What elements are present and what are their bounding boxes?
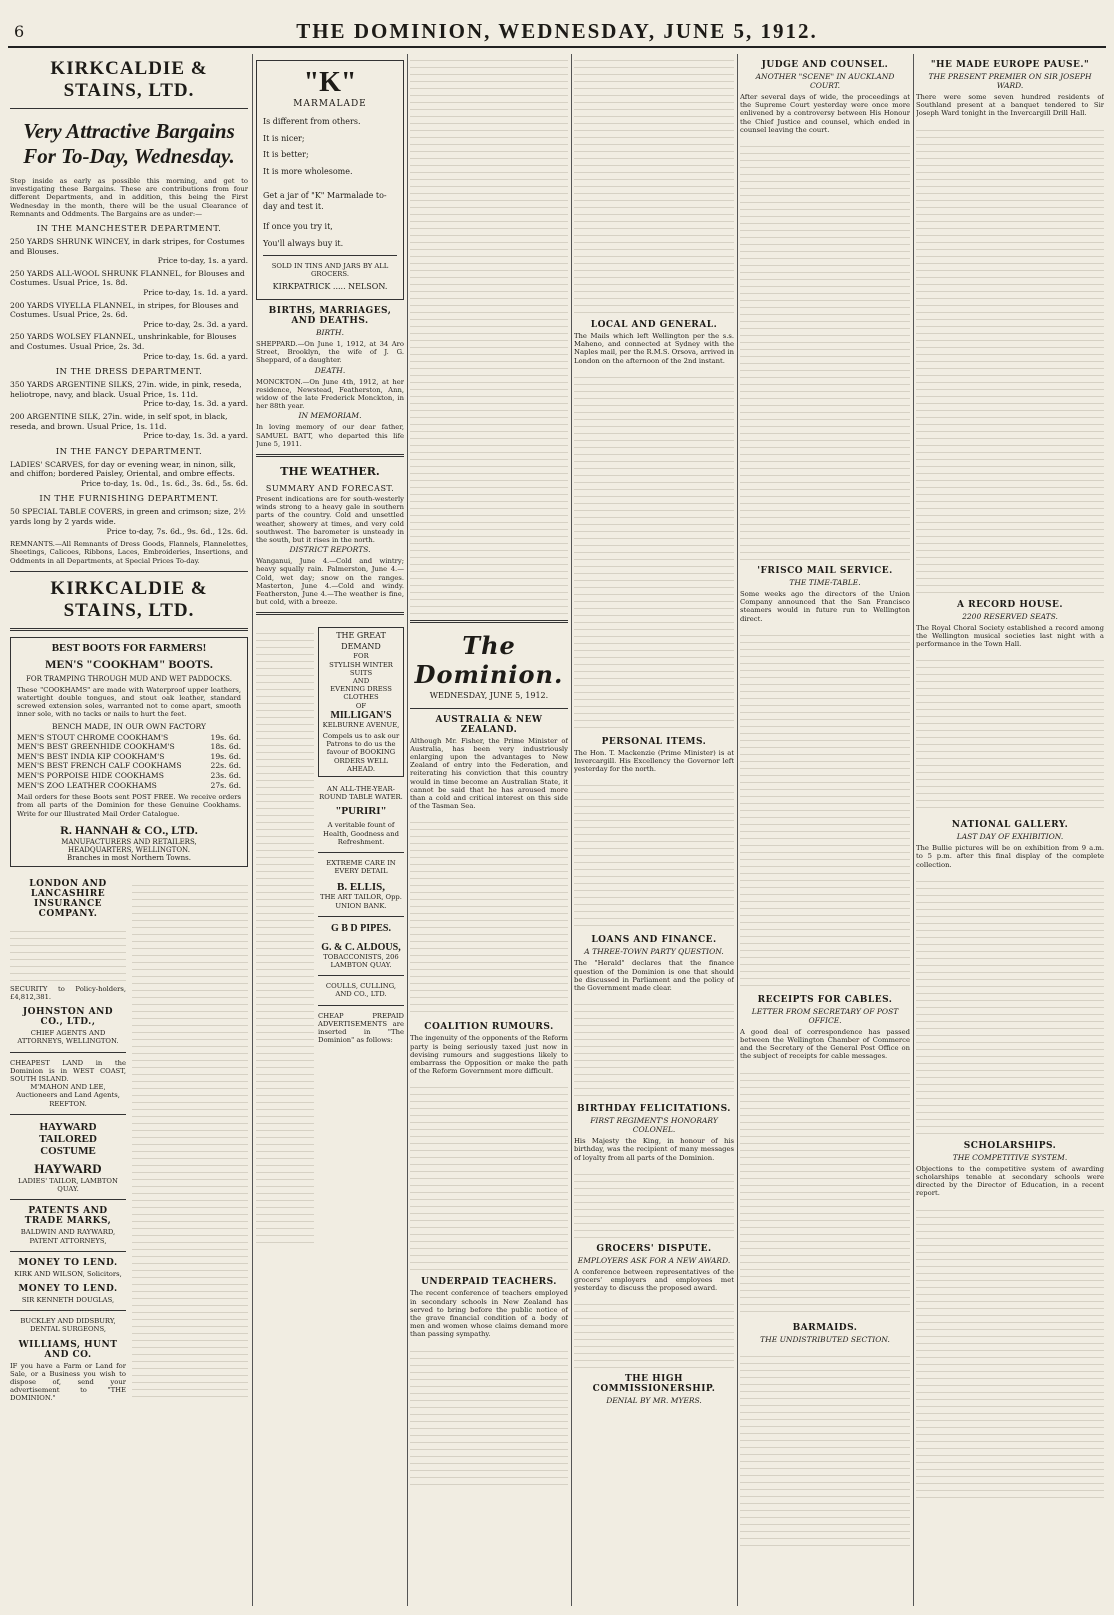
page-number: 6 [14,22,25,41]
column-news-3 [916,54,1104,1606]
birth-notice: SHEPPARD.—On June 1, 1912, at 34 Aro Street, Brooklyn, the wife of J. G. Sheppard, of a daughter. [256,339,404,365]
column-rule [252,54,253,1606]
boot-line: MEN'S PORPOISE HIDE COOKHAMS 23s. 6d. [17,771,241,781]
local-heading: LOCAL AND GENERAL. [590,320,718,330]
record-house-heading: A RECORD HOUSE. [956,599,1064,610]
hayward-sub: LADIES' TAILOR, LAMBTON QUAY. [18,1176,118,1194]
milligan-line: FOR [353,652,369,661]
kirkcaldie-headline: Very Attractive Bargains [23,119,235,143]
k-marmalade: MARMALADE [293,99,367,109]
loans-subheading: A THREE-TOWN PARTY QUESTION. [584,947,724,957]
column-rule [571,54,572,1606]
district-reports-heading: DISTRICT REPORTS. [289,545,371,555]
judge-subheading: ANOTHER "SCENE" IN AUCKLAND COURT. [755,72,895,90]
hicomm-heading: THE HIGH COMMISSIONERSHIP. [592,1374,716,1395]
judge-lead: After several days of wide, the proceedings at the Supreme Court yesterday were once more enlivened by a controversy between His Honour the Chief Justice and counsel, which ended in counsel leaving the court. [740,93,910,134]
barmaids-heading: BARMAIDS. [792,1322,858,1333]
gallery-heading: NATIONAL GALLERY. [951,820,1069,831]
milligan-note: Compels us to ask our Patrons to do us the favour of BOOKING ORDERS WELL AHEAD. [322,732,400,773]
k-line: Get a jar of "K" Marmalade to-day and test it. [263,191,387,211]
bargain-item: 250 YARDS SHRUNK WINCEY, in dark stripes, for Costumes and Blouses. Price to-day, 1s. a yard. [10,237,248,266]
milligan-line: STYLISH WINTER SUITS [329,660,393,677]
coalition-heading: COALITION RUMOURS. [424,1022,554,1033]
kirkcaldie-intro: Step inside as early as possible this morning, and get to investigating these Bargains. These are contributions from four different Departments, and in addition, this being the First Wednesday in the month, there will be the usual Clearance of Remnants and Oddments. The Bargains are as under:— [10,177,248,218]
receipts-heading: RECEIPTS FOR CABLES. [757,994,893,1005]
k-line: If once you try it, [263,222,333,231]
europe-heading: "HE MADE EUROPE PAUSE." [930,60,1090,70]
editorial-heading: AUSTRALIA & NEW ZEALAND. [435,714,543,735]
personal-lead: The Hon. T. Mackenzie (Prime Minister) is at Invercargill. His Excellency the Governor left yesterday for the north. [574,748,734,774]
baldwin-rayward: BALDWIN AND RAYWARD, PATENT ATTORNEYS, [20,1228,116,1245]
ellis-sub: THE ART TAILOR, Opp. UNION BANK. [320,893,402,910]
weather-heading: THE WEATHER. [280,464,380,478]
boots-title: BEST BOOTS FOR FARMERS! [51,641,207,654]
hannah-branches: Branches in most Northern Towns. [67,853,191,862]
aldous-name: G. & C. ALDOUS, [321,941,401,953]
milligan-line: OF [355,701,367,710]
column-advertisements-centre [256,54,404,1606]
bargain-item: 50 SPECIAL TABLE COVERS, in green and crimson; size, 2½ yards long by 2 yards wide. Price to-day, 7s. 6d., 9s. 6d., 12s. 6d. [10,507,248,536]
page-masthead [8,14,1106,48]
k-brand: "K" [303,67,357,98]
weather-forecast: Present indications are for south-westerly winds strong to a heavy gale in southern parts of the country. Cold and unsettled weather, showery at times, and very cold southwest. The barometer is unsteady in the south, but it rises in the north. [256,494,404,544]
hayward-name: HAYWARD [34,1160,102,1176]
grocers-lead: A conference between representatives of the grocers' employers and employees met yesterday to discuss the proposed award. [574,1267,734,1293]
farm-for-sale: IF you have a Farm or Land for Sale, or a Business you wish to dispose of, send your advertisement to "THE DOMINION." [10,1361,126,1403]
dept-heading: IN THE FANCY DEPARTMENT. [55,446,203,457]
birthday-lead: His Majesty the King, in honour of his birthday, was the recipient of many messages of loyalty from all parts of the Dominion. [574,1137,734,1162]
column-rule [407,54,408,1606]
boot-line: MEN'S STOUT CHROME COOKHAM'S 19s. 6d. [17,732,241,742]
boots-body: These "COOKHAMS" are made with Waterproof upper leathers, watertight double tongues, and stout oak leather, standard screwed extension soles, warranted not to come apart, smooth inner sole, with no tacks or nails to hurt the feet. [17,685,241,719]
column-news [574,54,734,1606]
boots-tagline: FOR TRAMPING THROUGH MUD AND WET PADDOCKS. [26,674,232,683]
hannah-sub: MANUFACTURERS AND RETAILERS, [61,837,197,846]
buckley-didsbury: BUCKLEY AND DIDSBURY, DENTAL SURGEONS, [20,1317,116,1334]
dominion-logo: The Dominion. [414,631,564,689]
puriri-note: A veritable fount of Health, Goodness and Refreshment. [323,821,399,846]
column-news-2 [740,54,910,1606]
williams-hunt: WILLIAMS, HUNT AND CO. [18,1339,118,1360]
birthday-heading: BIRTHDAY FELICITATIONS. [577,1104,731,1115]
johnston-agents: JOHNSTON AND CO., LTD., [22,1007,114,1028]
remnants-note: REMNANTS.—All Remnants of Dress Goods, Flannels, Flannelettes, Sheetings, Calicoes, Ribbons, Laces, Embroideries, Insertions, and Oddments in all Departments, at Special Prices To-day. [10,540,248,565]
kenneth-douglas: SIR KENNETH DOUGLAS, [21,1295,115,1304]
security-note: SECURITY to Policy-holders, £4,812,381. [10,984,126,1002]
small-ads-row [10,873,248,1403]
kirk-wilson: KIRK AND WILSON, Solicitors, [14,1269,122,1278]
article-text [410,54,568,614]
marmalade-ad [256,60,404,300]
hayward-costume: HAYWARD TAILORED COSTUME [39,1120,97,1157]
death-heading: DEATH. [314,365,346,375]
money-to-lend-2: MONEY TO LEND. [18,1283,118,1294]
hannah-company: R. HANNAH & CO., LTD. [60,822,198,837]
care-title: EXTREME CARE IN EVERY DETAIL [326,859,396,876]
birth-heading: BIRTH. [316,327,344,337]
k-sold: SOLD IN TINS AND JARS BY ALL GROCERS. [271,262,389,279]
hannah-hq: HEADQUARTERS, WELLINGTON. [68,845,190,854]
boots-advertisement [10,637,248,867]
district-reports: Wanganui, June 4.—Cold and wintry; heavy squally rain. Palmerston, June 4.—Cold, wet day; snow on the ranges. Masterton, June 4.—Cold and windy. Featherston, June 4.—The weather is fine, but cold, with a breeze. [256,557,404,607]
bargain-item: 350 YARDS ARGENTINE SILKS, 27in. wide, in pink, reseda, heliotrope, navy, and black. Usual Price, 1s. 11d. Price to-day, 1s. 3d. a yard. [10,380,248,409]
scholarships-lead: Objections to the competitive system of awarding scholarships tenable at secondary schools were directed by the Director of Education, in a recent report. [916,1164,1104,1198]
gallery-subheading: LAST DAY OF EXHIBITION. [956,832,1064,842]
local-lead: The Mails which left Wellington per the s.s. Maheno, and connected at Sydney with the Naples mail, per the R.M.S. Orsova, arrived in London on the afternoon of the 2nd instant. [574,332,734,365]
puriri-title: "PURIRI" [335,805,387,818]
milligan-line: AND [352,676,370,685]
ellis-name: B. ELLIS, [337,881,385,894]
coalition-lead: The ingenuity of the opponents of the Reform party is being seriously taxed just now in devising rumours and suggestions likely to embarrass the Opposition or make the path of the Reform Government more difficult. [410,1034,568,1076]
loans-heading: LOANS AND FINANCE. [591,935,717,946]
k-line: It is nicer; [263,133,305,143]
frisco-subheading: THE TIME-TABLE. [789,578,861,588]
column-rule [913,54,914,1606]
london-insurance: LONDON AND LANCASHIRE INSURANCE COMPANY. [29,878,107,919]
k-line: It is better; [263,150,309,159]
receipts-lead: A good deal of correspondence has passed between the Wellington Chamber of Commerce and the Secretary of the General Post Office on the subject of receipts for cable messages. [740,1027,910,1061]
dept-heading: IN THE FURNISHING DEPARTMENT. [39,494,219,505]
editorial-lead: Although Mr. Fisher, the Prime Minister of Australia, has been very industriously enlarging upon the advantages to New Zealand of entry into the Federation, and reiterating his conviction that this country would in time become an Australian State, it cannot be said that he has aroused more than a cold and critical interest on this side of the Tasman Sea. [410,736,568,811]
milligan-ad [318,627,404,777]
money-to-lend: MONEY TO LEND. [18,1257,118,1268]
europe-subheading: THE PRESENT PREMIER ON SIR JOSEPH WARD. [928,72,1092,90]
cheapest-land: CHEAPEST LAND in the Dominion is in WEST COAST, SOUTH ISLAND. [10,1058,126,1084]
puriri-sub: AN ALL-THE-YEAR-ROUND TABLE WATER. [319,785,403,802]
scholarships-heading: SCHOLARSHIPS. [963,1140,1057,1151]
grocers-heading: GROCERS' DISPUTE. [596,1243,712,1254]
europe-lead: There were some seven hundred residents of Southland present at a banquet tendered to Sir Joseph Ward tonight in the Invercargill Drill Hall. [916,93,1104,118]
k-line: Is different from others. [263,117,361,126]
boot-line: MEN'S BEST FRENCH CALF COOKHAMS 22s. 6d. [17,761,241,771]
birthday-subheading: FIRST REGIMENT'S HONORARY COLONEL. [590,1116,718,1135]
johnston-sub: CHIEF AGENTS AND ATTORNEYS, WELLINGTON. [17,1029,119,1046]
kirkcaldie-subheadline: For To-Day, Wednesday. [23,144,235,168]
small-ads-left [10,873,126,1403]
editorial-date: WEDNESDAY, JUNE 5, 1912. [429,691,549,700]
dept-heading: IN THE MANCHESTER DEPARTMENT. [36,224,222,235]
bargain-item: 250 YARDS ALL-WOOL SHRUNK FLANNEL, for Blouses and Costumes. Usual Price, 1s. 8d. Price to-day, 1s. 1d. a yard. [10,268,248,297]
frisco-heading: 'FRISCO MAIL SERVICE. [757,566,893,577]
bmd-heading: BIRTHS, MARRIAGES, AND DEATHS. [268,305,392,326]
milligan-line: EVENING DRESS CLOTHES [330,685,392,702]
boot-line: MEN'S BEST INDIA KIP COOKHAM'S 19s. 6d. [17,751,241,761]
boot-line: MEN'S ZOO LEATHER COOKHAMS 27s. 6d. [17,780,241,790]
cheap-prepaid: CHEAP PREPAID ADVERTISEMENTS are inserted in "The Dominion" as follows: [318,1011,404,1045]
memoriam-notice: In loving memory of our dear father, SAMUEL BATT, who departed this life June 5, 1911. [256,423,404,448]
kirkcaldie-footer-name: KIRKCALDIE & STAINS, LTD. [50,577,208,621]
gallery-lead: The Bullie pictures will be on exhibition from 9 a.m. to 5 p.m. after this final display of the complete collection. [916,844,1104,869]
col2-ads-row [256,621,404,1247]
weather-subheading: SUMMARY AND FORECAST. [265,483,395,493]
receipts-subheading: LETTER FROM SECRETARY OF POST OFFICE. [751,1006,899,1025]
column-rule [737,54,738,1606]
boot-line: MEN'S BEST GREENHIDE COOKHAM'S 18s. 6d. [17,742,241,752]
bargain-item: 200 YARDS VIYELLA FLANNEL, in stripes, for Blouses and Costumes. Usual Price, 2s. 6d. Price to-day, 2s. 3d. a yard. [10,300,248,329]
boots-subtitle: MEN'S "COOKHAM" BOOTS. [45,656,213,671]
column-editorial [410,54,568,1606]
milligan-line: KELBURNE AVENUE, [322,720,400,729]
barmaids-subheading: THE UNDISTRIBUTED SECTION. [760,1334,890,1344]
gbd-pipes: G B D PIPES. [330,922,391,934]
patents-heading: PATENTS AND TRADE MARKS, [24,1206,112,1227]
underpaid-lead: The recent conference of teachers employed in secondary schools in New Zealand has served to bring before the public notice of the grave financial condition of a body of men and women whose claims demand more than passing sympathy. [410,1289,568,1339]
frisco-lead: Some weeks ago the directors of the Union Company announced that the San Francisco steamers would in future run to Wellington direct. [740,590,910,623]
aldous-sub: TOBACCONISTS, 206 LAMBTON QUAY. [323,952,399,970]
underpaid-heading: UNDERPAID TEACHERS. [421,1277,557,1288]
k-line: It is more wholesome. [263,166,353,176]
bargain-item: 200 ARGENTINE SILK, 27in. wide, in self spot, in black, reseda, and brown. Usual Price, 1s. 11d. Price to-day, 1s. 3d. a yard. [10,411,248,441]
personal-heading: PERSONAL ITEMS. [601,736,707,747]
boots-made: BENCH MADE, IN OUR OWN FACTORY [51,721,206,731]
newspaper-title: THE DOMINION, WEDNESDAY, JUNE 5, 1912. [296,19,818,43]
judge-heading: JUDGE AND COUNSEL. [761,60,889,70]
death-notice: MONCKTON.—On June 4th, 1912, at her residence, Newstead, Featherston, Ann, widow of the late Frederick Monckton, in her 88th year. [256,377,404,411]
scholarships-subheading: THE COMPETITIVE SYSTEM. [952,1152,1068,1162]
bargain-item: LADIES' SCARVES, for day or evening wear, in ninon, silk, and chiffon; bordered Paisley, Oriental, and ombre effects. Price to-day, 1s. 0d., 1s. 6d., 3s. 6d., 5s. 6d. [10,459,248,488]
memoriam-heading: IN MEMORIAM. [298,411,362,421]
bargain-item: 250 YARDS WOLSEY FLANNEL, unshrinkable, for Blouses and Costumes. Usual Price, 2s. 3d. Price to-day, 1s. 6d. a yard. [10,332,248,361]
loans-lead: The "Herald" declares that the finance question of the Dominion is one that should be discussed in Parliament and the policy of the Government made clear. [574,959,734,993]
boots-note: Mail orders for these Boots sent POST FREE. We receive orders from all parts of the Dominion for these Genuine Cookhams. Write for our Illustrated Mail Order Catalogue. [17,793,241,818]
milligan-title: THE GREAT DEMAND [336,631,386,651]
column-advertisements-left [10,54,248,1606]
milligan-name: MILLIGAN'S [330,709,392,721]
dept-heading: IN THE DRESS DEPARTMENT. [55,367,203,378]
k-line: You'll always buy it. [263,238,344,248]
k-maker: KIRKPATRICK ..... NELSON. [272,282,388,292]
kirkcaldie-name: KIRKCALDIE & STAINS, LTD. [50,58,208,101]
mmahon-lee: M'MAHON AND LEE, Auctioneers and Land Agents, REEFTON. [16,1083,120,1108]
hicomm-subheading: DENIAL BY MR. MYERS. [606,1396,702,1406]
coulls-culling: COULLS, CULLING, AND CO., LTD. [325,982,397,999]
grocers-subheading: EMPLOYERS ASK FOR A NEW AWARD. [577,1255,731,1265]
record-house-lead: The Royal Choral Society established a record among the Wellington musical societies last night with a performance in the Town Hall. [916,623,1104,649]
record-house-subheading: 2200 RESERVED SEATS. [962,611,1058,621]
